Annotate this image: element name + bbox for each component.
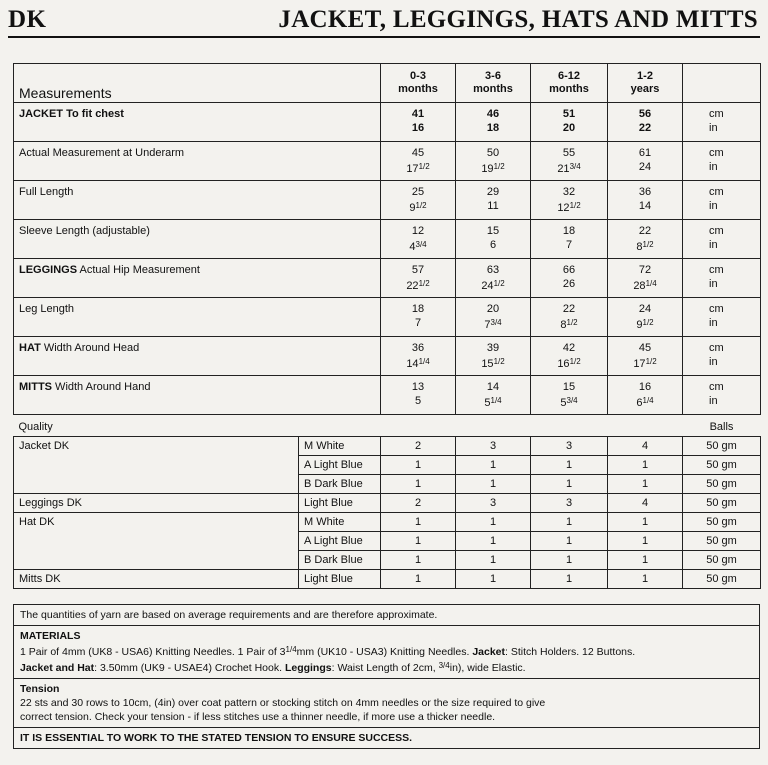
yarn-row — [14, 551, 761, 570]
notes-box — [13, 604, 760, 749]
measurement-value: 42 $16^{1/2}$ — [531, 337, 608, 376]
yarn-quality: Leggings DK — [14, 494, 299, 513]
measurement-row — [14, 103, 761, 142]
yarn-amount: 3 — [456, 437, 531, 456]
measurement-value: 45 $17^{1/2}$ — [381, 142, 456, 181]
measurement-value: 56 22 — [608, 103, 683, 142]
yarn-amount: 1 — [381, 551, 456, 570]
yarn-amount: 2 — [381, 437, 456, 456]
measurement-units: cm in — [683, 337, 761, 376]
yarn-amount: 1 — [381, 513, 456, 532]
size-header: 6-12 months — [531, 64, 608, 103]
measurement-label: HAT Width Around Head — [14, 337, 381, 376]
measurement-value: 36 14 — [608, 181, 683, 220]
yarn-colour: M White — [299, 437, 381, 456]
yarn-row — [14, 437, 761, 456]
yarn-amount: 1 — [608, 456, 683, 475]
yarn-table — [13, 418, 761, 589]
measurement-value: 16 $6^{1/4}$ — [608, 376, 683, 415]
tension-line-2: correct tension. Check your tension - if less stitches use a thinner needle, if more use a thicker needle. — [20, 711, 496, 723]
measurement-label: Actual Measurement at Underarm — [14, 142, 381, 181]
measurements-title: Measurements — [14, 64, 381, 103]
measurement-row — [14, 259, 761, 298]
yarn-quality — [14, 475, 299, 494]
materials-line-1: 1 Pair of 4mm (UK8 - USA6) Knitting Needles. 1 Pair of $3^{1/4}mm$ (UK10 - USA3) Knitting Needles. Jacket: Stitch Holders. 12 Buttons. — [20, 645, 636, 658]
measurement-label: JACKET To fit chest — [14, 103, 381, 142]
measurement-value: 24 $9^{1/2}$ — [608, 298, 683, 337]
size-header: 1-2 years — [608, 64, 683, 103]
measurement-value: 15 6 — [456, 220, 531, 259]
measurement-label: LEGGINGS Actual Hip Measurement — [14, 259, 381, 298]
measurement-row — [14, 298, 761, 337]
measurement-units: cm in — [683, 220, 761, 259]
yarn-ball-weight: 50 gm — [683, 570, 761, 589]
yarn-amount: 4 — [608, 437, 683, 456]
yarn-header-empty — [456, 418, 531, 437]
measurement-value: 46 18 — [456, 103, 531, 142]
yarn-quality: Jacket DK — [14, 437, 299, 456]
yarn-ball-weight: 50 gm — [683, 513, 761, 532]
yarn-header-empty — [531, 418, 608, 437]
yarn-amount: 1 — [381, 532, 456, 551]
yarn-amount: 3 — [531, 494, 608, 513]
yarn-amount: 1 — [381, 456, 456, 475]
yarn-amount: 1 — [456, 513, 531, 532]
yarn-amount: 1 — [531, 551, 608, 570]
measurement-label: Leg Length — [14, 298, 381, 337]
yarn-colour: B Dark Blue — [299, 475, 381, 494]
yarn-row — [14, 475, 761, 494]
measurement-row — [14, 337, 761, 376]
measurement-value: 13 5 — [381, 376, 456, 415]
quality-label: Quality — [18, 421, 53, 433]
yarn-quality — [14, 456, 299, 475]
yarn-amount: 1 — [381, 475, 456, 494]
materials-line-2: Jacket and Hat: 3.50mm (UK9 - USAE4) Crochet Hook. Leggings: Waist Length of 2cm, $^{3/4}$in), wide Elastic. — [20, 661, 526, 674]
yarn-row — [14, 494, 761, 513]
yarn-header-empty — [608, 418, 683, 437]
yarn-amount: 1 — [608, 513, 683, 532]
essential-note: IT IS ESSENTIAL TO WORK TO THE STATED TENSION TO ENSURE SUCCESS. — [20, 732, 413, 744]
yarn-amount: 1 — [531, 513, 608, 532]
measurement-value: 25 $9^{1/2}$ — [381, 181, 456, 220]
header-title: JACKET, LEGGINGS, HATS AND MITTS — [278, 6, 758, 33]
measurement-value: 61 24 — [608, 142, 683, 181]
tension-line-1: 22 sts and 30 rows to 10cm, (4in) over coat pattern or stocking stitch on 4mm needles or the size required to give — [20, 697, 546, 709]
measurement-value: 18 7 — [531, 220, 608, 259]
yarn-ball-weight: 50 gm — [683, 494, 761, 513]
yarn-amount: 1 — [456, 570, 531, 589]
yarn-row — [14, 513, 761, 532]
tension-section — [14, 679, 759, 728]
yarn-colour: A Light Blue — [299, 456, 381, 475]
measurement-value: 55 $21^{3/4}$ — [531, 142, 608, 181]
measurement-value: 32 $12^{1/2}$ — [531, 181, 608, 220]
measurement-units: cm in — [683, 181, 761, 220]
yarn-ball-weight: 50 gm — [683, 437, 761, 456]
approx-note: The quantities of yarn are based on average requirements and are therefore approximate. — [14, 605, 759, 626]
yarn-amount: 3 — [456, 494, 531, 513]
measurement-row — [14, 142, 761, 181]
yarn-colour: Light Blue — [299, 494, 381, 513]
yarn-amount: 1 — [456, 551, 531, 570]
measurement-value: 14 $5^{1/4}$ — [456, 376, 531, 415]
measurement-value: 20 $7^{3/4}$ — [456, 298, 531, 337]
yarn-quality — [14, 551, 299, 570]
yarn-ball-weight: 50 gm — [683, 475, 761, 494]
yarn-amount: 1 — [531, 532, 608, 551]
measurement-value: 22 $8^{1/2}$ — [608, 220, 683, 259]
yarn-ball-weight: 50 gm — [683, 551, 761, 570]
measurement-units: cm in — [683, 298, 761, 337]
yarn-row — [14, 456, 761, 475]
measurement-value: 57 $22^{1/2}$ — [381, 259, 456, 298]
yarn-row — [14, 532, 761, 551]
yarn-amount: 2 — [381, 494, 456, 513]
yarn-colour: A Light Blue — [299, 532, 381, 551]
yarn-amount: 1 — [531, 570, 608, 589]
yarn-ball-weight: 50 gm — [683, 456, 761, 475]
yarn-quality: Hat DK — [14, 513, 299, 532]
measurement-value: 72 $28^{1/4}$ — [608, 259, 683, 298]
measurement-value: 63 $24^{1/2}$ — [456, 259, 531, 298]
measurements-table — [13, 63, 761, 415]
measurement-value: 39 $15^{1/2}$ — [456, 337, 531, 376]
yarn-amount: 3 — [531, 437, 608, 456]
measurement-value: 51 20 — [531, 103, 608, 142]
measurement-value: 66 26 — [531, 259, 608, 298]
measurements-header-row — [14, 64, 761, 103]
measurement-value: 22 $8^{1/2}$ — [531, 298, 608, 337]
yarn-amount: 1 — [608, 570, 683, 589]
measurement-row — [14, 181, 761, 220]
yarn-amount: 1 — [531, 475, 608, 494]
materials-section — [14, 626, 759, 679]
yarn-amount: 1 — [608, 551, 683, 570]
yarn-amount: 1 — [531, 456, 608, 475]
yarn-quality: Mitts DK — [14, 570, 299, 589]
measurement-value: 45 $17^{1/2}$ — [608, 337, 683, 376]
measurement-units: cm in — [683, 103, 761, 142]
yarn-amount: 1 — [608, 532, 683, 551]
yarn-ball-weight: 50 gm — [683, 532, 761, 551]
size-header: 0-3 months — [381, 64, 456, 103]
materials-title: MATERIALS — [20, 630, 81, 642]
measurement-row — [14, 220, 761, 259]
measurement-label: MITTS Width Around Hand — [14, 376, 381, 415]
measurement-units: cm in — [683, 376, 761, 415]
measurement-units: cm in — [683, 259, 761, 298]
measurement-value: 18 7 — [381, 298, 456, 337]
unit-header — [683, 64, 761, 103]
measurement-value: 36 $14^{1/4}$ — [381, 337, 456, 376]
measurement-value: 29 11 — [456, 181, 531, 220]
yarn-amount: 1 — [456, 532, 531, 551]
header-rule — [8, 36, 760, 38]
yarn-amount: 1 — [381, 570, 456, 589]
measurement-value: 41 16 — [381, 103, 456, 142]
measurement-row — [14, 376, 761, 415]
measurement-label: Full Length — [14, 181, 381, 220]
yarn-header-empty — [381, 418, 456, 437]
size-header: 3-6 months — [456, 64, 531, 103]
yarn-amount: 1 — [456, 456, 531, 475]
tension-title: Tension — [20, 683, 60, 695]
yarn-row — [14, 570, 761, 589]
measurement-value: 12 $4^{3/4}$ — [381, 220, 456, 259]
measurement-label: Sleeve Length (adjustable) — [14, 220, 381, 259]
header-dk: DK — [8, 6, 47, 33]
yarn-quality — [14, 532, 299, 551]
balls-label: Balls — [709, 421, 734, 433]
yarn-colour: M White — [299, 513, 381, 532]
yarn-amount: 1 — [608, 475, 683, 494]
yarn-colour: Light Blue — [299, 570, 381, 589]
measurement-value: 15 $5^{3/4}$ — [531, 376, 608, 415]
yarn-colour: B Dark Blue — [299, 551, 381, 570]
measurement-units: cm in — [683, 142, 761, 181]
yarn-amount: 4 — [608, 494, 683, 513]
yarn-header-row — [14, 418, 761, 437]
yarn-amount: 1 — [456, 475, 531, 494]
measurement-value: 50 $19^{1/2}$ — [456, 142, 531, 181]
